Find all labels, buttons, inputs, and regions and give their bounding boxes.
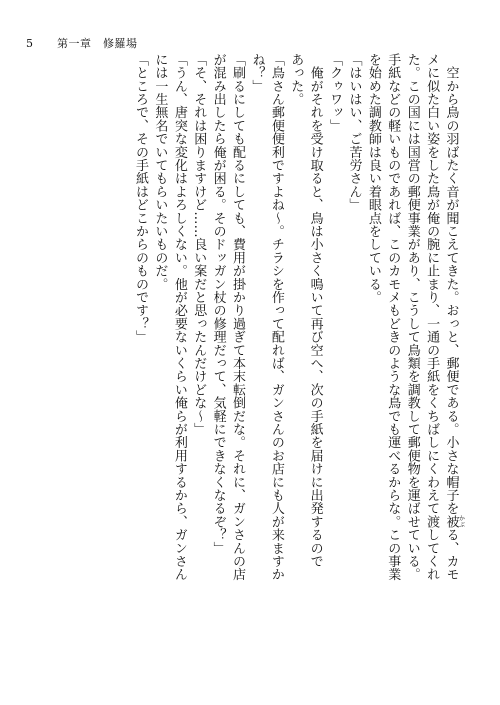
text-line-14: 「そ、それは困りますけど……良い案だと思ったんだけどな～」 [191, 53, 207, 436]
text-line-1-tail: る、カモ [443, 528, 459, 582]
text-line-6: 「はいはい、ご苦労さん」 [346, 53, 362, 212]
text-line-13: が混み出したら俺が困る。そのドッガン杖の修理だって、気軽にできなくなるぞ？」 [210, 53, 226, 555]
text-line-3: た。この国には国営の郵便事業があり、こうして鳥類を調教して郵便物を運ばせている。 [404, 53, 420, 581]
text-line-5: を始めた調教師は良い着眼点をしている。 [365, 53, 381, 304]
text-line-9: あった。 [288, 53, 304, 106]
text-line-4: 手紙などの軽いものであれば、このカモメもどきのような鳥でも運べるからな。この事業 [385, 53, 401, 581]
text-line-12: 「刷るにしても配るにしても、費用が掛かり過ぎて本末転倒だな。それに、ガンさんの店 [230, 53, 246, 581]
text-line-17: 「ところで、その手紙はどこからのものです？」 [133, 53, 148, 344]
ruby-base: 被 [443, 515, 459, 529]
text-line-11: ね？」 [249, 53, 265, 93]
text-line-15: 「うん、唐突な変化はよろしくない。他が必要ないくらい俺らが利用するから、ガンさん [171, 53, 187, 581]
ruby-word [443, 515, 465, 529]
text-line-10: 「鳥さん郵便便利ですよね～。チラシを作って配れば、ガンさんのお店にも人が来ますか [268, 53, 284, 581]
text-line-1-main: 空から鳥の羽ばたく音が聞こえてきた。おっと、郵便である。小さな帽子を [443, 53, 459, 515]
text-line-7: 「クゥワッ」 [327, 53, 343, 133]
text-line-16: には一生無名でいてもらいたいものだ。 [152, 53, 168, 291]
text-line-1 [441, 53, 464, 681]
page-number: 5 [26, 37, 33, 50]
text-line-2: メに似た白い姿をした鳥が俺の腕に止まり、一通の手紙をくちばしにくわえて渡してくれ [424, 53, 440, 581]
ruby-reading: かぶ [457, 515, 465, 529]
vertical-text-body [37, 53, 464, 681]
text-line-8: 俺がそれを受け取ると、鳥は小さく鳴いて再び空へ、次の手紙を届けに出発するので [307, 53, 323, 568]
page-header [26, 36, 138, 52]
chapter-title: 第一章 修羅場 [57, 37, 138, 50]
